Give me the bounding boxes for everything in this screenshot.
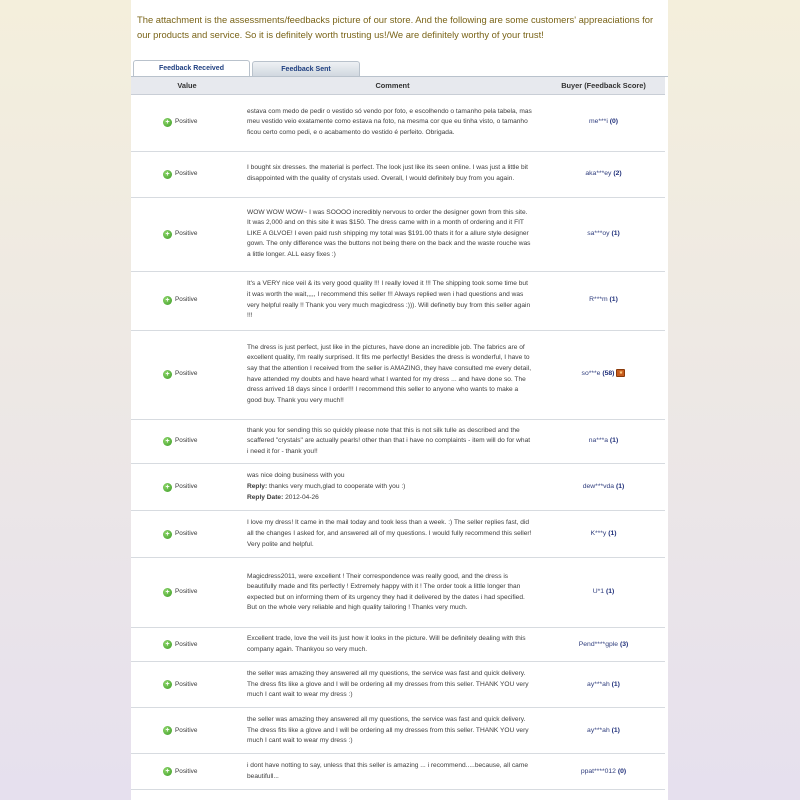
- comment-cell: [243, 628, 542, 662]
- comment-text: It's a VERY nice veil & its very good quality !!! I really loved it !!! The shipping took some time but it was worth the wait,,,,, I recommend this seller !!! Always replied wen i had questions and was very helpful really !! Thank you very much magicdress :))). Will definetly buy from this seller again !!!: [247, 280, 531, 320]
- positive-rating: [163, 587, 243, 598]
- buyer-cell: [542, 197, 665, 271]
- comment-cell: [243, 662, 542, 708]
- value-cell: [131, 511, 243, 558]
- plus-icon: +: [163, 767, 172, 776]
- table-row: [131, 197, 665, 271]
- reply-line: [247, 482, 532, 493]
- buyer-cell: [542, 330, 665, 419]
- buyer-name[interactable]: Pend****gple: [578, 640, 619, 648]
- buyer-cell: [542, 708, 665, 754]
- reply-date-line: [247, 493, 532, 504]
- column-header-value: Value: [131, 77, 243, 94]
- value-cell: [131, 271, 243, 330]
- buyer-name[interactable]: so***e: [581, 370, 601, 378]
- positive-rating: [163, 295, 243, 306]
- feedback-score: (1): [609, 296, 618, 304]
- rating-label: Positive: [175, 588, 198, 596]
- comment-text: i dont have notting to say, unless that this seller is amazing ... i recommend.....because, all came beautifull...: [247, 762, 528, 780]
- positive-rating: [163, 436, 243, 447]
- positive-rating: [163, 169, 243, 180]
- value-cell: [131, 662, 243, 708]
- rating-label: Positive: [175, 370, 198, 378]
- rating-label: Positive: [175, 482, 198, 490]
- tab-feedback-sent[interactable]: Feedback Sent: [252, 61, 360, 77]
- buyer-cell: [542, 419, 665, 464]
- buyer-cell: [542, 94, 665, 151]
- buyer-cell: [542, 511, 665, 558]
- buyer-cell: [542, 754, 665, 790]
- plus-icon: +: [163, 296, 172, 305]
- reply-text: thanks very much,glad to cooperate with you :): [269, 482, 406, 490]
- feedback-score: (2): [613, 169, 622, 177]
- column-header-buyer: Buyer (Feedback Score): [542, 77, 665, 94]
- comment-cell: [243, 754, 542, 790]
- rating-label: Positive: [175, 229, 198, 237]
- comment-text: the seller was amazing they answered all my questions, the service was fast and quick delivery. The dress fits like a glove and I will be ordering all my dresses from this seller. THANK YOU very much I cant wait to wear my dress :): [247, 716, 529, 745]
- table-row: [131, 511, 665, 558]
- comment-text: I bought six dresses. the material is perfect. The look just like its seen online. I was just a little bit disappointed with the quality of crystals used. Overall, I would definitely buy from you again.: [247, 164, 528, 182]
- buyer-name[interactable]: ay***ah: [587, 726, 610, 734]
- reply-date-label: Reply Date:: [247, 493, 284, 501]
- plus-icon: +: [163, 118, 172, 127]
- rating-label: Positive: [175, 169, 198, 177]
- feedback-score: (1): [611, 229, 620, 237]
- table-row: [131, 330, 665, 419]
- value-cell: [131, 197, 243, 271]
- tab-feedback-received[interactable]: Feedback Received: [133, 60, 250, 77]
- comment-cell: [243, 464, 542, 511]
- feedback-score: (0): [609, 118, 619, 126]
- positive-rating: [163, 482, 243, 493]
- table-row: [131, 419, 665, 464]
- feedback-score: (58): [602, 370, 615, 378]
- rating-label: Positive: [175, 680, 198, 688]
- positive-rating: [163, 369, 243, 380]
- plus-icon: +: [163, 370, 172, 379]
- buyer-name[interactable]: K***y: [590, 529, 607, 537]
- buyer-name[interactable]: ay***ah: [587, 680, 610, 688]
- feedback-score: (1): [609, 437, 619, 445]
- table-row: [131, 708, 665, 754]
- value-cell: [131, 708, 243, 754]
- table-row: [131, 94, 665, 151]
- table-row: [131, 558, 665, 628]
- comment-text: estava com medo de pedir o vestido só vendo por foto, e escolhendo o tamanho pela tabela, mas meu vestido veio exatamente como estava na foto, na mesma cor que eu tinha visto, o tamanho ficou certo como pedi, e o acabamento do vestido é perfeito. Obrigada.: [247, 107, 532, 136]
- rating-label: Positive: [175, 726, 198, 734]
- comment-cell: [243, 151, 542, 197]
- feedback-score: (1): [608, 529, 617, 537]
- plus-icon: +: [163, 170, 172, 179]
- buyer-cell: [542, 151, 665, 197]
- feedback-rows: [131, 94, 665, 790]
- feedback-score: (0): [617, 767, 627, 775]
- comment-text: thank you for sending this so quickly please note that this is not silk tulle as described and the scaffered "crystals" are actually pearls! other than that i have no complaints - item will do for what i need it for - thank you!!: [247, 426, 531, 455]
- comment-cell: [243, 558, 542, 628]
- positive-rating: [163, 529, 243, 540]
- plus-icon: +: [163, 680, 172, 689]
- tab-divider: [131, 76, 668, 77]
- rating-label: Positive: [175, 296, 198, 304]
- value-cell: [131, 754, 243, 790]
- feedback-score: (3): [619, 640, 629, 648]
- plus-icon: +: [163, 640, 172, 649]
- comment-text: Excellent trade, love the veil its just how it looks in the picture. Will be definitely dealing with this company again. Thankyou so very much.: [247, 635, 526, 653]
- positive-rating: [163, 229, 243, 240]
- plus-icon: +: [163, 530, 172, 539]
- buyer-cell: [542, 662, 665, 708]
- intro-text: The attachment is the assessments/feedbacks picture of our store. And the following are some customers' appreaciations for our products and service. So it is definitely worth trusting us!/We are definitely worthy of your trust!: [137, 14, 654, 40]
- comment-cell: [243, 94, 542, 151]
- table-row: [131, 151, 665, 197]
- positive-rating: [163, 117, 243, 128]
- comment-text: The dress is just perfect, just like in the pictures, have done an incredible job. The fabrics are of excellent quality, I'm really surprised. It fits me perfectly! Besides the dress is wonderful, I have to say that the attention I received from the seller is AMAZING, they have consulted me every detail, have attended my doubts and have heard what I wanted for my dress ... and have done so. The dress arrived 18 days since I order!!! I recommend this seller to anyone who wants to make a good buy. Thank you very much!!: [247, 343, 532, 404]
- comment-cell: [243, 197, 542, 271]
- feedback-page: [131, 0, 668, 800]
- buyer-name[interactable]: na***a: [588, 437, 609, 445]
- feedback-tabs: [131, 58, 668, 77]
- comment-cell: [243, 271, 542, 330]
- buyer-cell: [542, 464, 665, 511]
- value-cell: [131, 628, 243, 662]
- comment-text: WOW WOW WOW~ I was SOOOO incredibly nervous to order the designer gown from this site. It was 2,000 and on this site it was $150. The dress came with in a month of ordering and it FIT LIKE A GLVOE! I even paid rush shipping my total was $191.00 thats it for a allure style designer gown. The only difference was the buttons not being there on the back and the waste rouche was a little longer. ALL easy fixes :): [247, 208, 531, 258]
- plus-icon: +: [163, 483, 172, 492]
- buyer-cell: [542, 271, 665, 330]
- plus-icon: +: [163, 230, 172, 239]
- plus-icon: +: [163, 588, 172, 597]
- rating-label: Positive: [175, 767, 198, 775]
- feedback-score: (1): [615, 482, 625, 490]
- comment-text: Magicdress2011, were excellent ! Their correspondence was really good, and the dress is beautifully made and fits perfectly ! Extremely happy with it ! The order took a little longer than expected but on informing them of its urgency they had it delivered by the dates i had specified. But on the whole very reliable and high quality tailoring ! Thanks very much.: [247, 572, 525, 612]
- comment-cell: [243, 708, 542, 754]
- feedback-score: (1): [611, 680, 620, 688]
- value-cell: [131, 419, 243, 464]
- rating-label: Positive: [175, 640, 198, 648]
- plus-icon: +: [163, 437, 172, 446]
- buyer-cell: [542, 628, 665, 662]
- buyer-name[interactable]: dew***vda: [582, 482, 615, 490]
- positive-rating: [163, 680, 243, 691]
- rating-label: Positive: [175, 529, 198, 537]
- comment-cell: [243, 511, 542, 558]
- rating-label: Positive: [175, 437, 198, 445]
- medal-icon: ★: [616, 369, 625, 377]
- value-cell: [131, 330, 243, 419]
- buyer-cell: [542, 558, 665, 628]
- value-cell: [131, 94, 243, 151]
- feedback-score: (1): [611, 726, 620, 734]
- table-header-row: [131, 77, 665, 94]
- buyer-name[interactable]: R***m: [589, 296, 608, 304]
- positive-rating: [163, 640, 243, 651]
- reply-date: 2012-04-26: [285, 493, 319, 501]
- table-row: [131, 628, 665, 662]
- column-header-comment: Comment: [243, 77, 542, 94]
- buyer-name[interactable]: ppat****012: [580, 767, 616, 775]
- value-cell: [131, 558, 243, 628]
- plus-icon: +: [163, 726, 172, 735]
- comment-text: was nice doing business with you: [247, 472, 345, 480]
- rating-label: Positive: [175, 118, 198, 126]
- buyer-name[interactable]: U*1: [592, 588, 605, 596]
- table-row: [131, 464, 665, 511]
- comment-text: the seller was amazing they answered all my questions, the service was fast and quick delivery. The dress fits like a glove and I will be ordering all my dresses from this seller. THANK YOU very much I cant wait to wear my dress :): [247, 670, 529, 699]
- feedback-table: [131, 77, 665, 790]
- buyer-name[interactable]: me***i: [588, 118, 608, 126]
- feedback-score: (1): [605, 588, 615, 596]
- comment-text: I love my dress! It came in the mail today and took less than a week. :) The seller replies fast, did all the changes I asked for, and answered all of my questions. I would fully recommend this seller! Very polite and helpful.: [247, 519, 532, 548]
- table-row: [131, 271, 665, 330]
- value-cell: [131, 151, 243, 197]
- positive-rating: [163, 726, 243, 737]
- comment-cell: [243, 330, 542, 419]
- positive-rating: [163, 767, 243, 778]
- comment-cell: [243, 419, 542, 464]
- value-cell: [131, 464, 243, 511]
- buyer-name[interactable]: aka***ey: [585, 169, 612, 177]
- table-row: [131, 754, 665, 790]
- table-row: [131, 662, 665, 708]
- buyer-name[interactable]: sa***oy: [587, 229, 610, 237]
- reply-label: Reply:: [247, 482, 268, 490]
